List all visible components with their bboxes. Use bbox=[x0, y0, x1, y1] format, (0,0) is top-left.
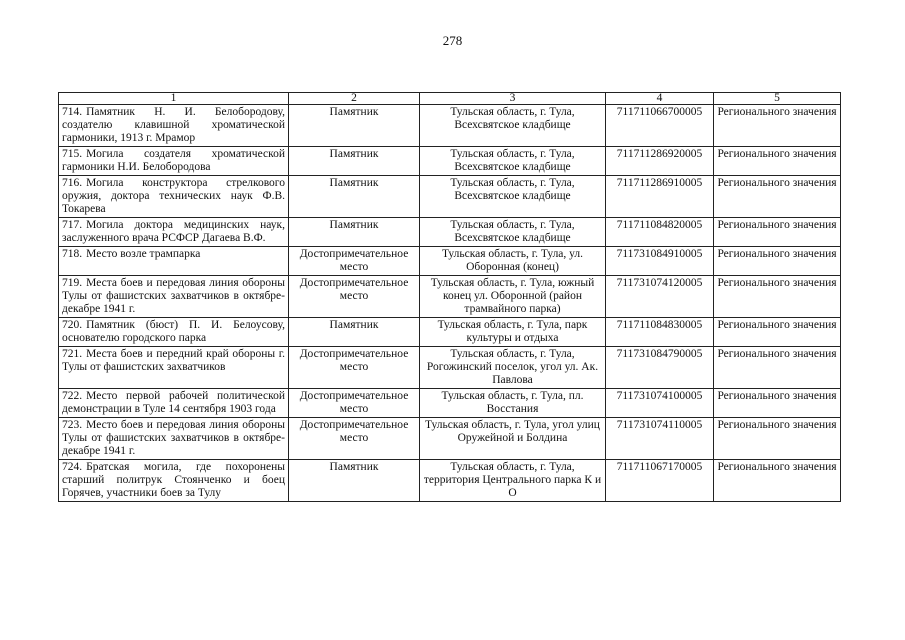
table-row bbox=[59, 318, 841, 347]
object-type: Памятник bbox=[289, 460, 420, 502]
registry-number: 711711084820005 bbox=[606, 218, 714, 247]
row-number: 720. bbox=[62, 319, 83, 331]
registry-number: 711711066700005 bbox=[606, 105, 714, 147]
object-address: Тульская область, г. Тула, ул. Оборонная (конец) bbox=[420, 247, 606, 276]
table-header-row bbox=[59, 93, 841, 105]
object-type: Памятник bbox=[289, 218, 420, 247]
row-number: 716. bbox=[62, 177, 83, 189]
table-row bbox=[59, 389, 841, 418]
object-address: Тульская область, г. Тула, Рогожинский поселок, угол ул. Ак. Павлова bbox=[420, 347, 606, 389]
object-type: Достопримечательное место bbox=[289, 347, 420, 389]
row-number: 715. bbox=[62, 148, 83, 160]
table-row bbox=[59, 418, 841, 460]
object-name-cell bbox=[59, 176, 289, 218]
object-name-cell bbox=[59, 247, 289, 276]
object-address: Тульская область, г. Тула, Всехсвятское кладбище bbox=[420, 147, 606, 176]
registry-number: 711731074110005 bbox=[606, 418, 714, 460]
significance-category: Регионального значения bbox=[714, 318, 841, 347]
object-name-cell bbox=[59, 276, 289, 318]
object-name-cell bbox=[59, 418, 289, 460]
object-type: Памятник bbox=[289, 176, 420, 218]
object-type: Достопримечательное место bbox=[289, 247, 420, 276]
significance-category: Регионального значения bbox=[714, 147, 841, 176]
significance-category: Регионального значения bbox=[714, 247, 841, 276]
object-address: Тульская область, г. Тула, Всехсвятское кладбище bbox=[420, 105, 606, 147]
row-number: 714. bbox=[62, 106, 83, 118]
significance-category: Регионального значения bbox=[714, 218, 841, 247]
table-body bbox=[59, 105, 841, 502]
significance-category: Регионального значения bbox=[714, 347, 841, 389]
object-name: Памятник (бюст) П. И. Белоусову, основателю городского парка bbox=[62, 319, 285, 344]
object-type: Памятник bbox=[289, 147, 420, 176]
significance-category: Регионального значения bbox=[714, 105, 841, 147]
object-type: Памятник bbox=[289, 318, 420, 347]
significance-category: Регионального значения bbox=[714, 389, 841, 418]
registry-number: 711731074100005 bbox=[606, 389, 714, 418]
column-header: 2 bbox=[289, 93, 420, 105]
table-row bbox=[59, 347, 841, 389]
object-address: Тульская область, г. Тула, территория Центрального парка К и О bbox=[420, 460, 606, 502]
object-name-cell bbox=[59, 318, 289, 347]
object-type: Памятник bbox=[289, 105, 420, 147]
object-name: Место боев и передовая линия обороны Тулы от фашистских захватчиков в октябре-декабре 1941 г. bbox=[62, 419, 285, 457]
object-name: Могила доктора медицинских наук, заслуженного врача РСФСР Дагаева В.Ф. bbox=[62, 219, 285, 244]
registry-number: 711731084790005 bbox=[606, 347, 714, 389]
object-type: Достопримечательное место bbox=[289, 418, 420, 460]
registry-number: 711711067170005 bbox=[606, 460, 714, 502]
object-name-cell bbox=[59, 218, 289, 247]
object-name: Памятник Н. И. Белобородову, создателю клавишной хроматической гармоники, 1913 г. Мрамор bbox=[62, 106, 285, 144]
heritage-registry-table bbox=[58, 92, 841, 502]
table-row bbox=[59, 105, 841, 147]
table-row bbox=[59, 247, 841, 276]
object-name-cell bbox=[59, 460, 289, 502]
table-row bbox=[59, 276, 841, 318]
row-number: 724. bbox=[62, 461, 83, 473]
significance-category: Регионального значения bbox=[714, 276, 841, 318]
column-header: 1 bbox=[59, 93, 289, 105]
registry-number: 711731084910005 bbox=[606, 247, 714, 276]
significance-category: Регионального значения bbox=[714, 460, 841, 502]
object-name: Братская могила, где похоронены старший политрук Стоянченко и боец Горячев, участники боев за Тулу bbox=[62, 461, 285, 499]
table-row bbox=[59, 460, 841, 502]
row-number: 723. bbox=[62, 419, 83, 431]
object-name-cell bbox=[59, 105, 289, 147]
object-address: Тульская область, г. Тула, южный конец ул. Оборонной (район трамвайного парка) bbox=[420, 276, 606, 318]
object-name-cell bbox=[59, 347, 289, 389]
significance-category: Регионального значения bbox=[714, 418, 841, 460]
object-address: Тульская область, г. Тула, пл. Восстания bbox=[420, 389, 606, 418]
object-name-cell bbox=[59, 147, 289, 176]
page-number: 278 bbox=[442, 33, 463, 48]
object-type: Достопримечательное место bbox=[289, 276, 420, 318]
column-header: 4 bbox=[606, 93, 714, 105]
row-number: 719. bbox=[62, 277, 83, 289]
registry-number: 711731074120005 bbox=[606, 276, 714, 318]
table-row bbox=[59, 218, 841, 247]
object-name: Место возле трампарка bbox=[86, 248, 201, 260]
object-address: Тульская область, г. Тула, парк культуры и отдыха bbox=[420, 318, 606, 347]
object-name: Могила создателя хроматической гармоники Н.И. Белобородова bbox=[62, 148, 285, 173]
object-type: Достопримечательное место bbox=[289, 389, 420, 418]
table-row bbox=[59, 147, 841, 176]
significance-category: Регионального значения bbox=[714, 176, 841, 218]
row-number: 718. bbox=[62, 248, 83, 260]
table-row bbox=[59, 176, 841, 218]
object-address: Тульская область, г. Тула, Всехсвятское кладбище bbox=[420, 218, 606, 247]
object-name-cell bbox=[59, 389, 289, 418]
registry-number: 711711286910005 bbox=[606, 176, 714, 218]
row-number: 722. bbox=[62, 390, 83, 402]
column-header: 5 bbox=[714, 93, 841, 105]
object-name: Место первой рабочей политической демонстрации в Туле 14 сентября 1903 года bbox=[62, 390, 285, 415]
registry-number: 711711286920005 bbox=[606, 147, 714, 176]
object-address: Тульская область, г. Тула, Всехсвятское кладбище bbox=[420, 176, 606, 218]
object-name: Места боев и передовая линия обороны Тулы от фашистских захватчиков в октябре-декабре 1941 г. bbox=[62, 277, 285, 315]
registry-number: 711711084830005 bbox=[606, 318, 714, 347]
row-number: 721. bbox=[62, 348, 83, 360]
object-name: Могила конструктора стрелкового оружия, доктора технических наук Ф.В. Токарева bbox=[62, 177, 285, 215]
row-number: 717. bbox=[62, 219, 83, 231]
column-header: 3 bbox=[420, 93, 606, 105]
object-address: Тульская область, г. Тула, угол улиц Оружейной и Болдина bbox=[420, 418, 606, 460]
object-name: Места боев и передний край обороны г. Тулы от фашистских захватчиков bbox=[62, 348, 285, 373]
